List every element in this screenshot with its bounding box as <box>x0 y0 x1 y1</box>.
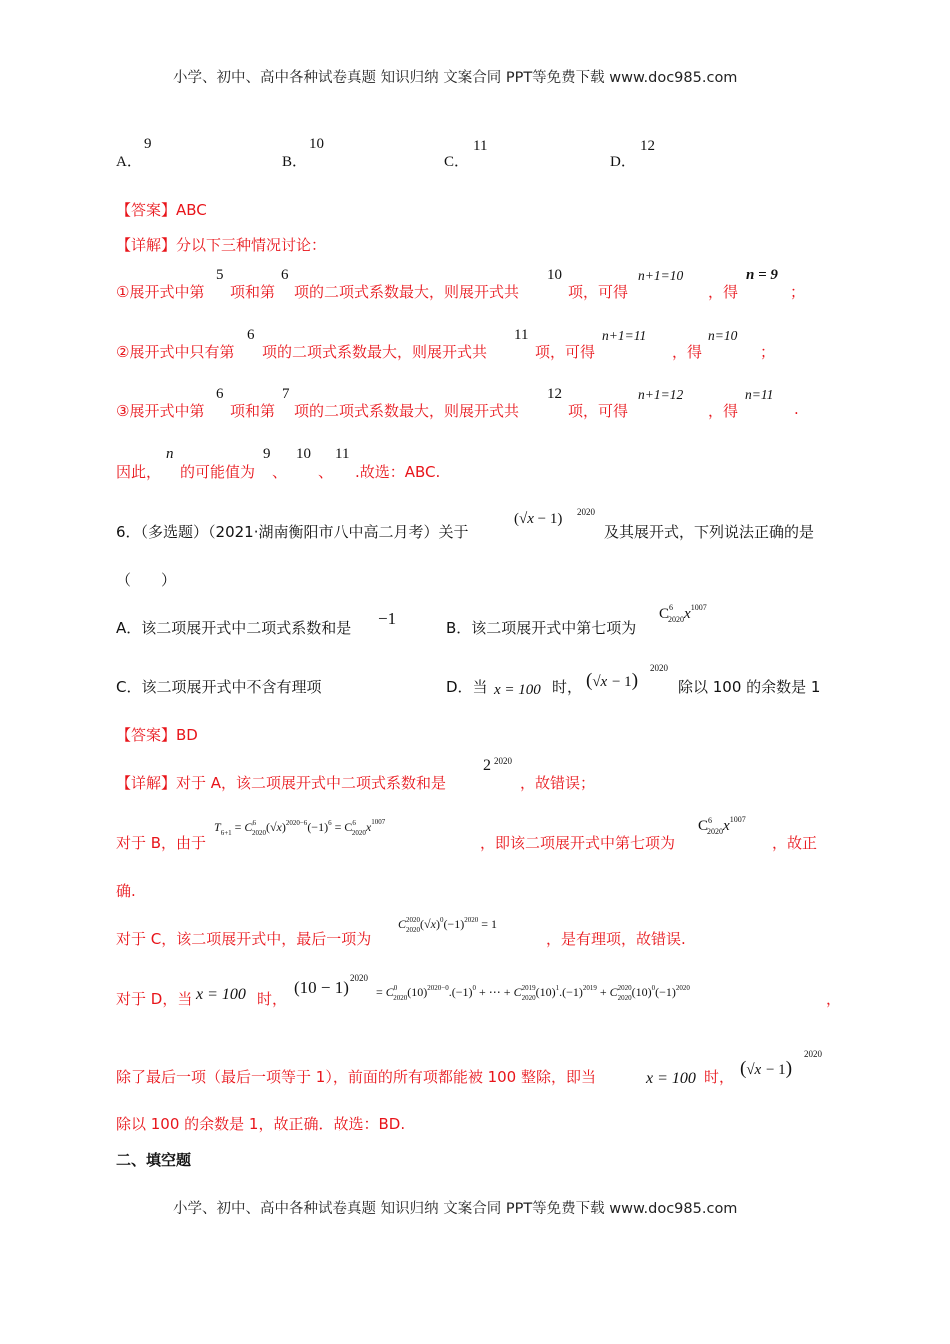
concl-sep1: 、 <box>272 463 288 481</box>
case3-t3: 项的二项式系数最大，则展开式共 <box>294 402 520 420</box>
q6-d4-lhs: (10 − 1) <box>294 978 349 997</box>
option-c-value: 11 <box>473 138 488 154</box>
concl-v2: 10 <box>296 446 311 462</box>
case2-t5: ； <box>760 343 776 361</box>
case3-eq: n+1=12 <box>638 387 684 402</box>
q6-d2-1: 对于 B，由于 <box>116 834 207 852</box>
case3-v3: 12 <box>547 386 562 402</box>
option-b-label: B． <box>282 154 308 170</box>
q6-option-d-1: D．当 <box>446 678 488 696</box>
option-d-label: D． <box>610 154 636 170</box>
case1-t2: 项和第 <box>230 283 276 301</box>
q6-option-d-2: 时， <box>552 678 583 696</box>
q6-option-b: B．该二项展开式中第七项为 <box>446 619 637 637</box>
q6-d2-2: ，即该二项展开式中第七项为 <box>480 834 676 852</box>
case2-t4: ，得 <box>672 343 703 361</box>
q6-d2-formula: $T_{6+1} = C^6_{2020}(√x)^{2020-6}(-1)^6 = C^6_{2020}x^{1007}$ <box>214 818 386 837</box>
case3-t5: ，得 <box>708 402 739 420</box>
option-a-label: A． <box>116 154 142 170</box>
q5-answer: 【答案】ABC <box>116 201 207 219</box>
option-c <box>444 150 469 171</box>
option-d-value: 12 <box>640 138 655 154</box>
case3-result: n=11 <box>745 387 774 402</box>
q5-explain-head: 【详解】分以下三种情况讨论： <box>116 236 327 254</box>
option-a-value: 9 <box>144 136 152 152</box>
q6-d1-base: 2 <box>483 757 491 774</box>
q6-d5-eq: x = 100 <box>646 1070 696 1087</box>
q6-blank: （ ） <box>116 571 177 589</box>
q6-d4-lhs-exp: 2020 <box>350 973 368 983</box>
q6-stem: 6．（多选题）（2021·湖南衡阳市八中高二月考）关于 <box>116 523 469 541</box>
case3-t2: 项和第 <box>230 402 276 420</box>
q6-d1: 【详解】对于 A，该二项展开式中二项式系数和是 <box>116 774 447 792</box>
page-footer: 小学、初中、高中各种试卷真题 知识归纳 文案合同 PPT等免费下载 www.doc985.com <box>173 1201 738 1217</box>
case2-result: n=10 <box>708 328 738 343</box>
case3-t6: . <box>794 400 799 418</box>
case1-eq: n+1=10 <box>638 268 684 283</box>
concl-v3: 11 <box>335 446 350 462</box>
q6-d4-1: 对于 D，当 <box>116 990 193 1008</box>
case1-v3: 10 <box>547 267 562 283</box>
concl-v1: 9 <box>263 446 271 462</box>
page-header: 小学、初中、高中各种试卷真题 知识归纳 文案合同 PPT等免费下载 www.doc985.com <box>173 70 738 86</box>
q6-d3-2: ，是有理项，故错误. <box>546 930 686 948</box>
option-d <box>610 150 636 171</box>
case1-v2: 6 <box>281 267 289 283</box>
case3-t4: 项，可得 <box>568 402 629 420</box>
q6-d2-3: ，故正 <box>772 834 818 852</box>
q6-d2-4: 确. <box>116 882 136 900</box>
q6-expr-exp: 2020 <box>577 507 595 517</box>
case2-t2: 项的二项式系数最大，则展开式共 <box>262 343 488 361</box>
option-c-label: C． <box>444 154 470 170</box>
concl-var: n <box>166 446 174 462</box>
q6-expr: (√x − 1) <box>514 511 563 527</box>
q6-option-d-3: 除以 100 的余数是 1 <box>678 678 821 696</box>
case1-t5: ，得 <box>708 283 739 301</box>
concl-t2: 的可能值为 <box>180 463 256 481</box>
section-title: 二、填空题 <box>116 1151 192 1169</box>
q6-option-d-expr: (√x − 1) <box>586 670 639 691</box>
case2-t3: 项，可得 <box>535 343 596 361</box>
q6-d3-1: 对于 C，该二项展开式中，最后一项为 <box>116 930 372 948</box>
q6-d3-formula: $C^{2020}_{2020}(√x)^0(-1)^{2020} = 1$ <box>398 916 497 934</box>
q6-option-c: C．该二项展开式中不含有理项 <box>116 678 322 696</box>
case1-v1: 5 <box>216 267 224 283</box>
case1-t6: ； <box>790 283 806 301</box>
option-b <box>282 150 307 171</box>
case3-t1: ③展开式中第 <box>116 402 205 420</box>
q6-option-b-expr: $C^6_{2020}x^{1007}$ <box>659 603 707 624</box>
q6-option-d-eq: x = 100 <box>494 682 541 698</box>
q6-option-a-value: −1 <box>378 609 397 628</box>
q6-d4-rhs: = $C^0_{2020}(10)^{2020-0}.(-1)^0$ + ⋯ + $C^{2019}_{2020}(10)^1.(-1)^{2019} + C^{2020}_{2020}(10)^0(-1)^{2020}$ <box>376 984 690 1002</box>
q6-d6: 除以 100 的余数是 1，故正确．故选：BD. <box>116 1115 406 1133</box>
concl-sep2: 、 <box>318 463 334 481</box>
concl-t1: 因此， <box>116 463 162 481</box>
case2-eq: n+1=11 <box>602 328 647 343</box>
q6-d1-exp: 2020 <box>494 756 512 766</box>
q6-d4-eq: x = 100 <box>196 986 246 1003</box>
q6-answer: 【答案】BD <box>116 726 198 744</box>
q6-d4-2: 时， <box>257 990 288 1008</box>
q6-d1-tail: ，故错误； <box>520 774 596 792</box>
case1-t4: 项，可得 <box>568 283 629 301</box>
q6-option-d-exp: 2020 <box>650 663 668 673</box>
case1-result: n = 9 <box>746 267 778 283</box>
option-b-value: 10 <box>309 136 324 152</box>
q6-d2-term: $C^6_{2020}x^{1007}$ <box>698 815 746 836</box>
case1-line: ①展开式中第 <box>116 283 205 301</box>
q6-d5-2: 时， <box>704 1068 735 1086</box>
q6-option-a: A．该二项展开式中二项式系数和是 <box>116 619 352 637</box>
option-a <box>116 150 142 171</box>
case2-t1: ②展开式中只有第 <box>116 343 235 361</box>
q6-d5-exp: 2020 <box>804 1049 822 1059</box>
q6-d4-comma: ， <box>826 990 842 1008</box>
case2-v2: 11 <box>514 327 529 343</box>
case3-v1: 6 <box>216 386 224 402</box>
case2-v1: 6 <box>247 327 255 343</box>
concl-t3: .故选：ABC. <box>355 463 441 481</box>
q6-d5-1: 除了最后一项（最后一项等于 1），前面的所有项都能被 100 整除，即当 <box>116 1068 596 1086</box>
case1-t3: 项的二项式系数最大，则展开式共 <box>294 283 520 301</box>
case3-v2: 7 <box>282 386 290 402</box>
q6-d5-expr: (√x − 1) <box>740 1058 793 1079</box>
q6-stem-tail: 及其展开式，下列说法正确的是 <box>604 523 815 541</box>
